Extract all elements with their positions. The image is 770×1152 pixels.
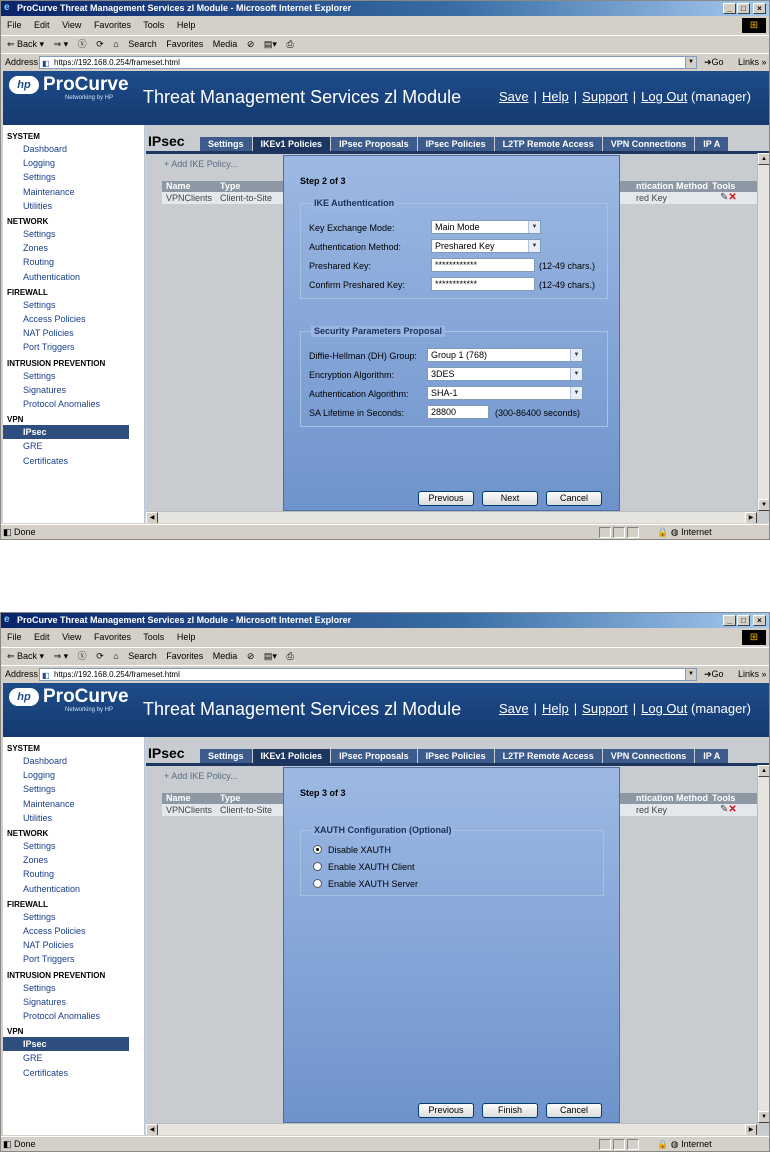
add-ike-policy-link[interactable]: + Add IKE Policy... xyxy=(164,159,238,169)
nav-port-triggers[interactable]: Port Triggers xyxy=(23,954,75,965)
nav-zones[interactable]: Zones xyxy=(23,855,49,866)
step-indicator: Step 2 of 3 xyxy=(300,176,346,186)
tab-l2tp-remote-access[interactable]: L2TP Remote Access xyxy=(495,137,603,151)
tab-vpn-connections[interactable]: VPN Connections xyxy=(603,749,696,763)
hp-logo-icon: hp xyxy=(9,76,39,94)
xauth-configuration-legend: XAUTH Configuration (Optional) xyxy=(311,825,454,836)
nav-system-settings[interactable]: Settings xyxy=(23,784,56,795)
nav-signatures[interactable]: Signatures xyxy=(23,384,67,395)
dh-group-label: Diffie-Hellman (DH) Group: xyxy=(309,351,417,361)
section-intrusion-prevention: INTRUSION PREVENTION xyxy=(7,358,106,368)
menu-tools[interactable]: Tools xyxy=(143,632,165,642)
header-type: Type xyxy=(220,793,241,803)
sa-lifetime-label: SA Lifetime in Seconds: xyxy=(309,408,405,418)
confirm-key-hint: (12-49 chars.) xyxy=(539,280,596,290)
scroll-up-icon[interactable]: ▲ xyxy=(758,765,769,777)
mail-button[interactable]: ▤▾ xyxy=(263,651,277,661)
browser-window-step2 xyxy=(0,0,770,540)
edit-icon[interactable]: ✎ xyxy=(720,192,729,203)
nav-dashboard[interactable]: Dashboard xyxy=(23,144,68,154)
page-done-icon: ◧ xyxy=(3,1139,15,1149)
tab-ipsec-policies[interactable]: IPsec Policies xyxy=(418,137,495,151)
tab-ip-addresses[interactable]: IP A xyxy=(695,137,729,151)
status-pane xyxy=(613,527,625,538)
maximize-button[interactable]: □ xyxy=(737,3,750,14)
media-button[interactable]: Media xyxy=(212,651,238,661)
scroll-down-icon[interactable]: ▼ xyxy=(758,1111,769,1123)
support-link[interactable]: Support xyxy=(582,89,628,104)
brand-name: ProCurve xyxy=(43,74,129,95)
address-value: https://192.168.0.254/frameset.html xyxy=(54,670,180,679)
cancel-button[interactable]: Cancel xyxy=(546,1103,602,1118)
section-system: SYSTEM xyxy=(7,132,40,141)
maximize-button[interactable]: □ xyxy=(737,615,750,626)
forward-button[interactable]: ⇒ ▾ xyxy=(53,39,69,49)
chevron-down-icon: ▼ xyxy=(570,387,582,399)
row-name: VPNClients xyxy=(166,805,213,815)
tab-ip-addresses[interactable]: IP A xyxy=(695,749,729,763)
window-titlebar xyxy=(1,1,769,16)
app-title: Threat Management Services zl Module xyxy=(143,87,462,107)
forward-button[interactable]: ⇒ ▾ xyxy=(53,651,69,661)
delete-icon[interactable]: ✕ xyxy=(728,804,737,815)
hp-logo-icon: hp xyxy=(9,688,39,706)
nav-nat-policies[interactable]: NAT Policies xyxy=(23,940,74,951)
refresh-button[interactable]: ⟳ xyxy=(96,39,104,49)
nav-signatures[interactable]: Signatures xyxy=(23,996,67,1007)
header-name: Name xyxy=(166,181,191,191)
globe-icon: ◍ xyxy=(670,1139,679,1149)
window-title: ProCurve Threat Management Services zl Module - Microsoft Internet Explorer xyxy=(17,615,352,625)
address-label: Address xyxy=(5,669,39,679)
security-zone: 🔒 ◍ Internet xyxy=(657,527,712,537)
tab-ipsec-policies[interactable]: IPsec Policies xyxy=(418,749,495,763)
status-pane xyxy=(613,1139,625,1150)
cancel-button[interactable]: Cancel xyxy=(546,491,602,506)
links-button[interactable]: Links » xyxy=(738,57,767,67)
ike-authentication-legend: IKE Authentication xyxy=(311,198,397,209)
preshared-key-input[interactable]: ************ xyxy=(431,258,535,272)
enable-xauth-client-option[interactable]: Enable XAUTH Client xyxy=(313,862,415,872)
previous-button[interactable]: Previous xyxy=(418,1103,474,1118)
brand-name: ProCurve xyxy=(43,686,129,707)
nav-ips-settings[interactable]: Settings xyxy=(23,370,56,381)
section-firewall: FIREWALL xyxy=(7,899,48,909)
step-indicator: Step 3 of 3 xyxy=(300,788,346,798)
menu-view[interactable]: View xyxy=(62,20,82,30)
vertical-scrollbar[interactable] xyxy=(757,765,769,1123)
auth-method-label: Authentication Method: xyxy=(309,242,402,252)
lock-icon: 🔒 xyxy=(657,527,669,537)
windows-logo-icon: ⊞ xyxy=(742,18,766,33)
nav-authentication[interactable]: Authentication xyxy=(23,883,81,894)
save-link[interactable]: Save xyxy=(499,89,529,104)
chevron-down-icon: ▼ xyxy=(528,221,540,233)
tab-ipsec-proposals[interactable]: IPsec Proposals xyxy=(331,749,418,763)
section-network: NETWORK xyxy=(7,829,49,839)
page-title: IPsec xyxy=(148,745,185,761)
tab-ipsec-proposals[interactable]: IPsec Proposals xyxy=(331,137,418,151)
nav-routing[interactable]: Routing xyxy=(23,257,55,268)
nav-logging[interactable]: Logging xyxy=(23,770,56,781)
finish-button[interactable]: Finish xyxy=(482,1103,538,1118)
row-auth-method: red Key xyxy=(636,805,668,815)
minimize-button[interactable]: _ xyxy=(723,615,736,626)
key-exchange-select[interactable]: Main Mode ▼ xyxy=(431,220,541,234)
top-links: Save | Help | Support | Log Out (manager) xyxy=(499,701,751,716)
home-button[interactable]: ⌂ xyxy=(113,39,119,49)
address-bar xyxy=(1,53,769,70)
section-network: NETWORK xyxy=(7,217,49,227)
encryption-label: Encryption Algorithm: xyxy=(309,370,395,380)
nav-certificates[interactable]: Certificates xyxy=(23,1067,69,1078)
menu-bar xyxy=(1,629,769,646)
enable-xauth-server-option[interactable]: Enable XAUTH Server xyxy=(313,879,418,889)
nav-port-triggers[interactable]: Port Triggers xyxy=(23,342,75,353)
close-button[interactable]: × xyxy=(753,3,766,14)
search-button[interactable]: Search xyxy=(128,651,157,661)
nav-gre[interactable]: GRE xyxy=(23,441,43,452)
key-exchange-label: Key Exchange Mode: xyxy=(309,223,395,233)
tab-l2tp-remote-access[interactable]: L2TP Remote Access xyxy=(495,749,603,763)
stop-button[interactable]: ⓧ xyxy=(77,651,87,661)
header-auth-method: ntication Method xyxy=(636,181,708,191)
address-dropdown-icon[interactable]: ▼ xyxy=(685,669,696,680)
print-button[interactable]: ⎙ xyxy=(286,39,294,49)
menu-help[interactable]: Help xyxy=(176,20,196,30)
help-link[interactable]: Help xyxy=(542,89,569,104)
horizontal-scrollbar[interactable] xyxy=(146,511,757,523)
close-button[interactable]: × xyxy=(753,615,766,626)
back-button[interactable]: ⇐ Back ▾ xyxy=(7,39,45,49)
logout-link[interactable]: Log Out xyxy=(641,89,688,104)
tab-settings[interactable]: Settings xyxy=(200,137,253,151)
user-label: (manager) xyxy=(691,89,751,104)
header-type: Type xyxy=(220,181,241,191)
refresh-button[interactable]: ⟳ xyxy=(96,651,104,661)
address-value: https://192.168.0.254/frameset.html xyxy=(54,58,180,67)
ie-icon: e xyxy=(4,614,10,625)
globe-icon: ◍ xyxy=(670,527,679,537)
nav-certificates[interactable]: Certificates xyxy=(23,455,69,466)
section-vpn: VPN xyxy=(7,415,24,425)
nav-protocol-anomalies[interactable]: Protocol Anomalies xyxy=(23,399,101,410)
row-type: Client-to-Site xyxy=(220,193,273,203)
nav-gre[interactable]: GRE xyxy=(23,1053,43,1064)
tab-underline xyxy=(146,151,769,154)
mail-button[interactable]: ▤▾ xyxy=(263,39,277,49)
confirm-key-input[interactable]: ************ xyxy=(431,277,535,291)
radio-icon[interactable] xyxy=(313,862,322,871)
chevron-down-icon: ▼ xyxy=(570,349,582,361)
nav-dashboard[interactable]: Dashboard xyxy=(23,756,68,766)
address-input[interactable] xyxy=(39,668,697,681)
menu-bar xyxy=(1,17,769,34)
security-parameters-legend: Security Parameters Proposal xyxy=(311,326,445,337)
disable-xauth-option[interactable]: Disable XAUTH xyxy=(313,845,391,855)
security-parameters-group xyxy=(300,326,608,427)
main-content xyxy=(146,737,769,1135)
search-button[interactable]: Search xyxy=(128,39,157,49)
tab-bar xyxy=(200,749,729,763)
scroll-right-icon[interactable]: ▶ xyxy=(745,1124,757,1135)
add-ike-policy-link[interactable]: + Add IKE Policy... xyxy=(164,771,238,781)
links-button[interactable]: Links » xyxy=(738,669,767,679)
nav-network-settings[interactable]: Settings xyxy=(23,841,56,852)
status-pane xyxy=(627,527,639,538)
menu-tools[interactable]: Tools xyxy=(143,20,165,30)
section-intrusion-prevention: INTRUSION PREVENTION xyxy=(7,970,106,980)
nav-firewall-settings[interactable]: Settings xyxy=(23,299,56,310)
menu-edit[interactable]: Edit xyxy=(34,632,50,642)
delete-icon[interactable]: ✕ xyxy=(728,192,737,203)
tab-settings[interactable]: Settings xyxy=(200,749,253,763)
page-title: IPsec xyxy=(148,133,185,149)
scroll-left-icon[interactable]: ◀ xyxy=(146,1124,158,1135)
app-banner xyxy=(3,71,769,125)
dh-group-select[interactable]: Group 1 (768) ▼ xyxy=(427,348,583,362)
app-title: Threat Management Services zl Module xyxy=(143,699,462,719)
app-banner xyxy=(3,683,769,737)
tab-underline xyxy=(146,763,769,766)
nav-network-settings[interactable]: Settings xyxy=(23,229,56,240)
home-button[interactable]: ⌂ xyxy=(113,651,119,661)
browser-toolbar xyxy=(1,35,769,51)
sidebar-nav xyxy=(3,737,145,1135)
scroll-down-icon[interactable]: ▼ xyxy=(758,499,769,511)
security-zone: 🔒 ◍ Internet xyxy=(657,1139,712,1149)
auth-algorithm-select[interactable]: SHA-1 ▼ xyxy=(427,386,583,400)
history-button[interactable]: ⊘ xyxy=(246,651,255,661)
media-button[interactable]: Media xyxy=(212,39,238,49)
row-type: Client-to-Site xyxy=(220,805,273,815)
radio-selected-icon[interactable] xyxy=(313,845,322,854)
minimize-button[interactable]: _ xyxy=(723,3,736,14)
scroll-left-icon[interactable]: ◀ xyxy=(146,512,158,523)
tab-ikev1-policies[interactable]: IKEv1 Policies xyxy=(253,137,332,151)
header-name: Name xyxy=(166,793,191,803)
nav-maintenance[interactable]: Maintenance xyxy=(23,186,75,197)
main-content xyxy=(146,125,769,523)
brand-subtitle: Networking by HP xyxy=(65,707,114,713)
status-bar xyxy=(1,524,769,539)
scroll-right-icon[interactable]: ▶ xyxy=(745,512,757,523)
page-done-icon: ◧ xyxy=(3,527,15,537)
tab-vpn-connections[interactable]: VPN Connections xyxy=(603,137,696,151)
previous-button[interactable]: Previous xyxy=(418,491,474,506)
add-icon: + xyxy=(164,159,172,169)
print-button[interactable]: ⎙ xyxy=(286,651,294,661)
lock-icon: 🔒 xyxy=(657,1139,669,1149)
nav-firewall-settings[interactable]: Settings xyxy=(23,911,56,922)
go-button[interactable]: ➜Go xyxy=(704,57,724,67)
go-button[interactable]: ➜Go xyxy=(704,669,724,679)
status-bar xyxy=(1,1136,769,1151)
tab-ikev1-policies[interactable]: IKEv1 Policies xyxy=(253,749,332,763)
ie-icon: e xyxy=(4,2,10,13)
window-title: ProCurve Threat Management Services zl Module - Microsoft Internet Explorer xyxy=(17,3,352,13)
nav-authentication[interactable]: Authentication xyxy=(23,271,81,282)
ike-wizard-dialog-step2 xyxy=(283,155,620,511)
nav-nat-policies[interactable]: NAT Policies xyxy=(23,328,74,339)
menu-favorites[interactable]: Favorites xyxy=(93,632,131,642)
add-icon: + xyxy=(164,771,172,781)
confirm-key-label: Confirm Preshared Key: xyxy=(309,280,406,290)
xauth-configuration-group xyxy=(300,825,604,896)
brand-subtitle: Networking by HP xyxy=(65,95,114,101)
next-button[interactable]: Next xyxy=(482,491,538,506)
status-pane xyxy=(627,1139,639,1150)
sidebar-nav xyxy=(3,125,145,523)
status-pane xyxy=(599,1139,611,1150)
nav-logging[interactable]: Logging xyxy=(23,158,56,169)
nav-maintenance[interactable]: Maintenance xyxy=(23,798,75,809)
menu-edit[interactable]: Edit xyxy=(34,20,50,30)
section-firewall: FIREWALL xyxy=(7,287,48,297)
auth-method-select[interactable]: Preshared Key ▼ xyxy=(431,239,541,253)
favorites-button[interactable]: Favorites xyxy=(166,651,204,661)
section-system: SYSTEM xyxy=(7,744,40,753)
browser-window-step3 xyxy=(0,612,770,1152)
section-vpn: VPN xyxy=(7,1027,24,1037)
preshared-key-hint: (12-49 chars.) xyxy=(539,261,596,271)
address-dropdown-icon[interactable]: ▼ xyxy=(685,57,696,68)
back-button[interactable]: ⇐ Back ▾ xyxy=(7,651,45,661)
address-input[interactable] xyxy=(39,56,697,69)
status-text: ◧ Done xyxy=(3,527,36,537)
help-link[interactable]: Help xyxy=(542,701,569,716)
scroll-up-icon[interactable]: ▲ xyxy=(758,153,769,165)
row-auth-method: red Key xyxy=(636,193,668,203)
save-link[interactable]: Save xyxy=(499,701,529,716)
radio-icon[interactable] xyxy=(313,879,322,888)
nav-utilities[interactable]: Utilities xyxy=(23,812,53,823)
header-auth-method: ntication Method xyxy=(636,793,708,803)
nav-utilities[interactable]: Utilities xyxy=(23,200,53,211)
nav-ips-settings[interactable]: Settings xyxy=(23,982,56,993)
address-bar xyxy=(1,665,769,682)
nav-system-settings[interactable]: Settings xyxy=(23,172,56,183)
nav-zones[interactable]: Zones xyxy=(23,243,49,254)
nav-ipsec[interactable]: IPsec xyxy=(3,1037,129,1051)
nav-routing[interactable]: Routing xyxy=(23,869,55,880)
page-icon: ◧ xyxy=(42,671,50,680)
user-label: (manager) xyxy=(691,701,751,716)
menu-file[interactable]: File xyxy=(7,20,22,30)
chevron-down-icon: ▼ xyxy=(528,240,540,252)
preshared-key-label: Preshared Key: xyxy=(309,261,372,271)
ike-authentication-group xyxy=(300,198,608,299)
nav-access-policies[interactable]: Access Policies xyxy=(23,926,86,937)
favorites-button[interactable]: Favorites xyxy=(166,39,204,49)
menu-favorites[interactable]: Favorites xyxy=(93,20,131,30)
windows-logo-icon: ⊞ xyxy=(742,630,766,645)
row-name: VPNClients xyxy=(166,193,213,203)
address-label: Address xyxy=(5,57,39,67)
encryption-select[interactable]: 3DES ▼ xyxy=(427,367,583,381)
menu-file[interactable]: File xyxy=(7,632,22,642)
nav-protocol-anomalies[interactable]: Protocol Anomalies xyxy=(23,1011,101,1022)
auth-algorithm-label: Authentication Algorithm: xyxy=(309,389,409,399)
window-titlebar xyxy=(1,613,769,628)
status-pane xyxy=(599,527,611,538)
stop-button[interactable]: ⓧ xyxy=(77,39,87,49)
logout-link[interactable]: Log Out xyxy=(641,701,688,716)
sa-lifetime-input[interactable]: 28800 xyxy=(427,405,489,419)
chevron-down-icon: ▼ xyxy=(570,368,582,380)
top-links: Save | Help | Support | Log Out (manager) xyxy=(499,89,751,104)
status-text: ◧ Done xyxy=(3,1139,36,1149)
ike-wizard-dialog-step3 xyxy=(283,767,620,1123)
sa-lifetime-hint: (300-86400 seconds) xyxy=(495,408,581,418)
nav-ipsec[interactable]: IPsec xyxy=(3,425,129,439)
header-tools: Tools xyxy=(712,181,736,191)
page-icon: ◧ xyxy=(42,59,50,68)
support-link[interactable]: Support xyxy=(582,701,628,716)
header-tools: Tools xyxy=(712,793,736,803)
tab-bar xyxy=(200,137,729,151)
menu-help[interactable]: Help xyxy=(176,632,196,642)
edit-icon[interactable]: ✎ xyxy=(720,804,729,815)
horizontal-scrollbar[interactable] xyxy=(146,1123,757,1135)
browser-toolbar xyxy=(1,647,769,663)
menu-view[interactable]: View xyxy=(62,632,82,642)
vertical-scrollbar[interactable] xyxy=(757,153,769,511)
history-button[interactable]: ⊘ xyxy=(246,39,255,49)
nav-access-policies[interactable]: Access Policies xyxy=(23,314,86,325)
